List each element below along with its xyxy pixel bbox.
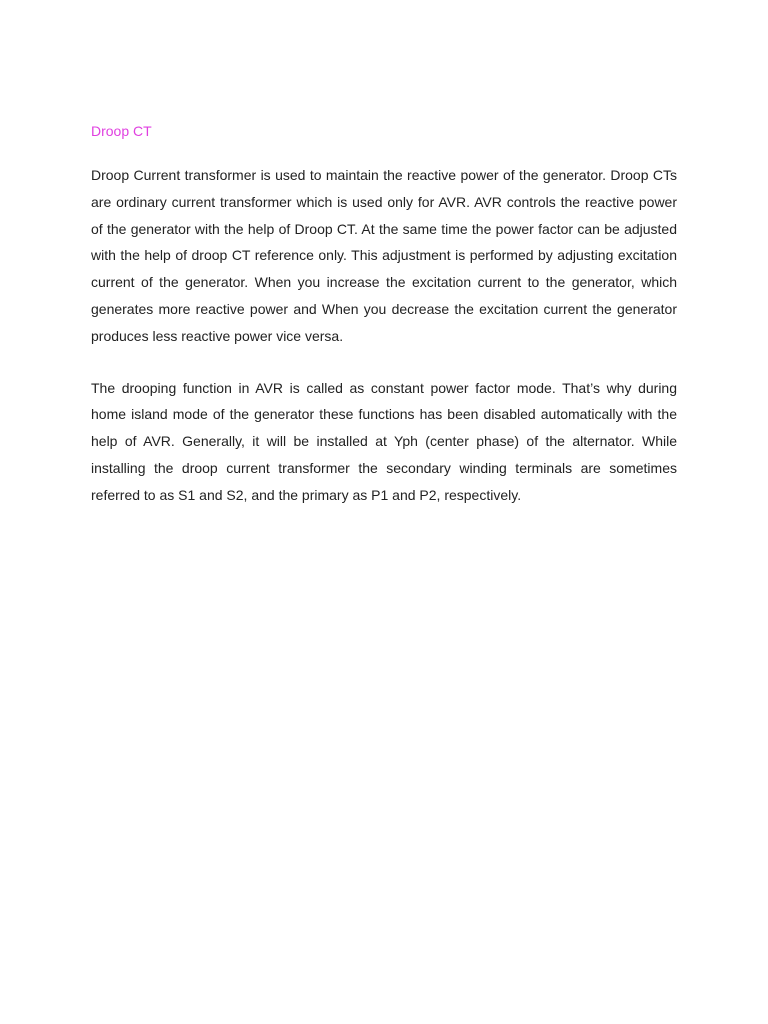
paragraph: Droop Current transformer is used to maintain the reactive power of the generator. Droop CTs are ordinary current transformer which is used only for AVR. AVR controls the reactive power of the generator with the help of Droop CT. At the same time the power factor can be adjusted with the help of droop CT reference only. This adjustment is performed by adjusting excitation current of the generator. When you increase the excitation current to the generator, which generates more reactive power and When you decrease the excitation current the generator produces less reactive power vice versa. [91, 167, 677, 344]
paragraph: The drooping function in AVR is called as constant power factor mode. That’s why during home island mode of the generator these functions has been disabled automatically with the help of AVR. Generally, it will be installed at Yph (center phase) of the alternator. While installing the droop current transformer the secondary winding terminals are sometimes referred to as S1 and S2, and the primary as P1 and P2, respectively. [91, 379, 677, 503]
document-body [91, 118, 677, 534]
section-heading: Droop CT [91, 123, 152, 139]
